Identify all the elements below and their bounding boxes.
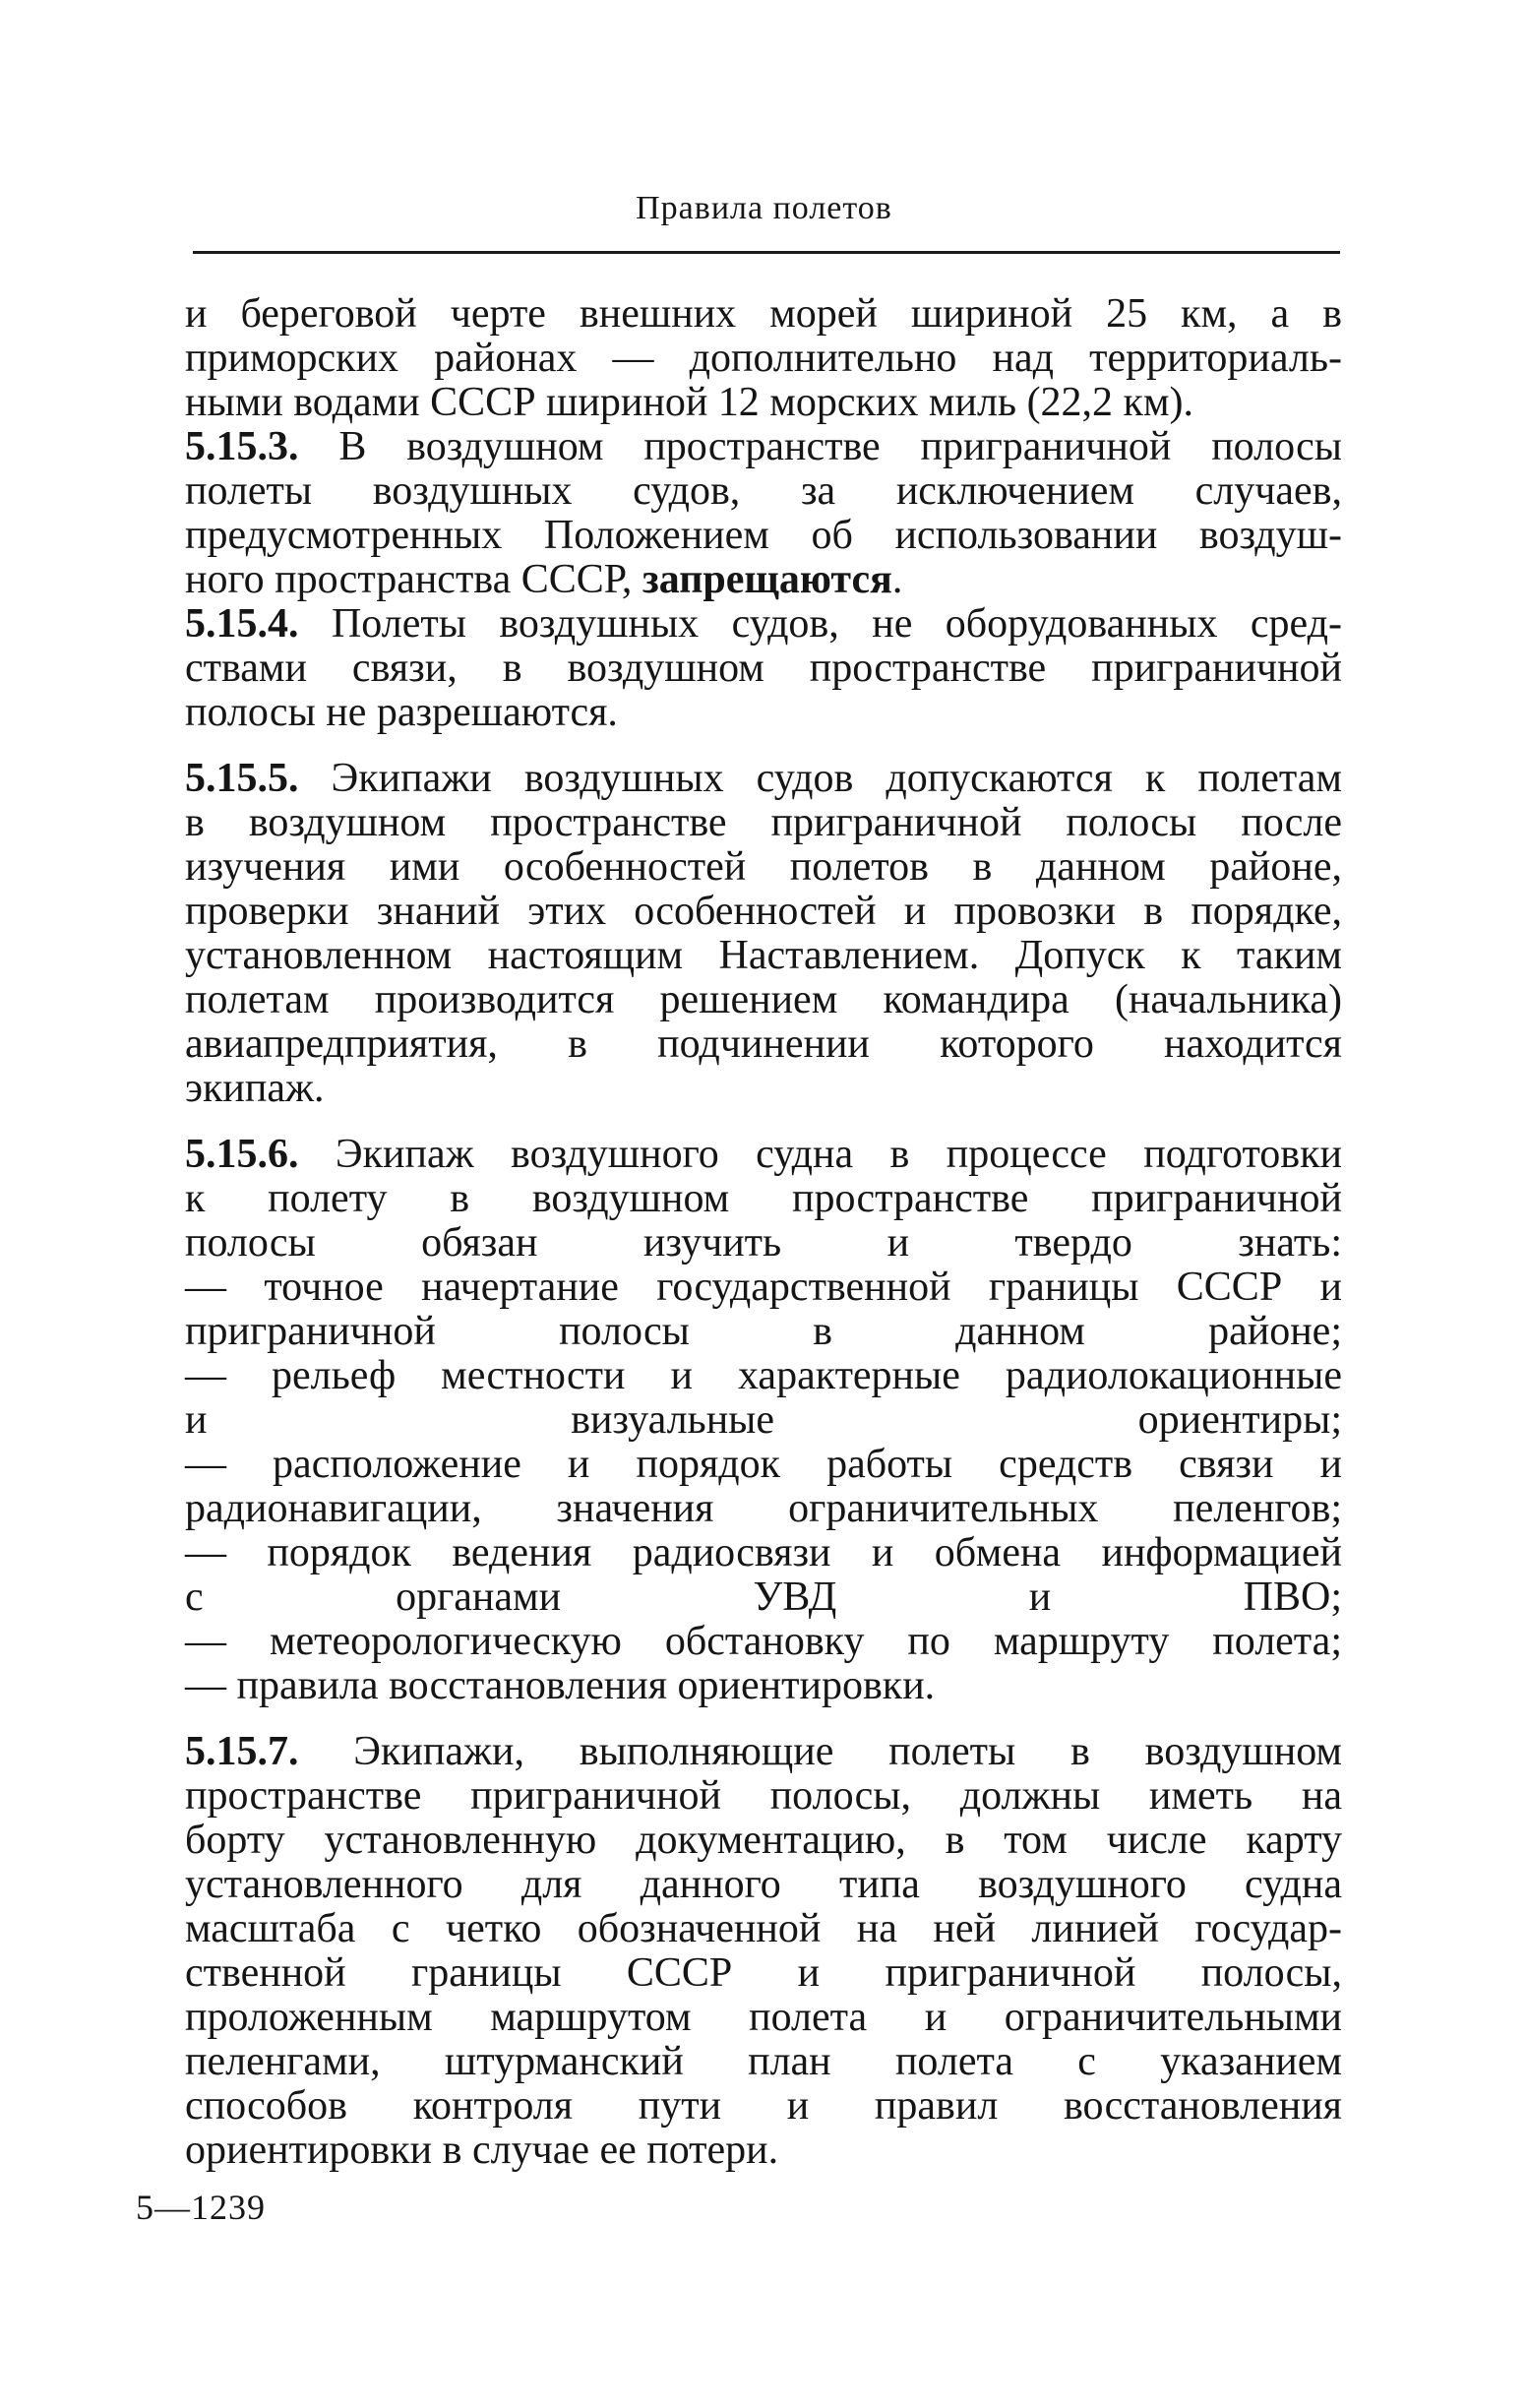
running-head-title: Правила полетов	[636, 190, 892, 226]
text-line	[185, 801, 1342, 845]
line-text: Экипажи воздушных судов допускаются к полетам	[298, 756, 1342, 801]
text-line	[185, 1575, 1342, 1620]
text-line	[185, 1863, 1342, 1907]
paragraph-5-15-3	[185, 425, 1342, 602]
paragraph-5-15-6	[185, 1133, 1342, 1708]
line-text: — расположение и порядок работы средств связи и	[185, 1442, 1342, 1487]
line-text: проложенным маршрутом полета и ограничительными	[185, 1995, 1342, 2040]
text-line	[185, 1022, 1342, 1067]
text-line	[185, 337, 1342, 381]
emphasis-text: запрещаются	[642, 557, 892, 602]
text-line	[185, 1133, 1342, 1177]
text-line	[185, 1819, 1342, 1863]
line-text: экипаж.	[185, 1066, 325, 1111]
paragraph-5-15-5	[185, 757, 1342, 1111]
text-line	[185, 757, 1342, 801]
line-text: пространстве приграничной полосы, должны иметь на	[185, 1773, 1342, 1819]
line-text: ориентировки в случае ее потери.	[185, 2128, 779, 2173]
line-text: В воздушном пространстве приграничной полосы	[298, 424, 1342, 469]
text-line	[185, 1310, 1342, 1354]
paragraph-5-15-7	[185, 1730, 1342, 2173]
text-line	[185, 1664, 1342, 1708]
line-text: ными водами СССР шириной 12 морских миль (22,2 км).	[185, 380, 1194, 425]
line-text: Экипажи, выполняющие полеты в воздушном	[298, 1729, 1342, 1774]
text-line	[185, 1266, 1342, 1310]
text-line	[185, 602, 1342, 647]
line-text: пеленгами, штурманский план полета с указанием	[185, 2039, 1342, 2084]
text-line	[185, 1774, 1342, 1819]
line-text: — порядок ведения радиосвязи и обмена информацией	[185, 1530, 1342, 1575]
line-text: с органами УВД и ПВО;	[185, 1574, 1342, 1620]
line-text: приморских районах — дополнительно над территориаль-	[185, 336, 1342, 381]
line-text: ствами связи, в воздушном пространстве приграничной	[185, 646, 1342, 691]
line-text: изучения ими особенностей полетов в данном районе,	[185, 844, 1342, 890]
body-text	[185, 292, 1342, 2173]
clause-number: 5.15.3.	[185, 424, 299, 469]
text-line	[185, 1620, 1342, 1664]
line-text: установленного для данного типа воздушного судна	[185, 1862, 1342, 1907]
header-rule	[193, 251, 1340, 254]
paragraph-5-15-4	[185, 602, 1342, 735]
text-line	[185, 1730, 1342, 1774]
text-line	[185, 647, 1342, 691]
text-line	[185, 1443, 1342, 1487]
text-line	[185, 558, 1342, 602]
text-line	[185, 978, 1342, 1022]
line-text: к полету в воздушном пространстве приграничной	[185, 1176, 1342, 1221]
clause-number: 5.15.6.	[185, 1132, 299, 1177]
line-text: — рельеф местности и характерные радиолокационные	[185, 1353, 1342, 1398]
clause-number: 5.15.7.	[185, 1729, 299, 1774]
line-text: — метеорологическую обстановку по маршруту полета;	[185, 1619, 1342, 1664]
line-text: Полеты воздушных судов, не оборудованных сред-	[298, 601, 1342, 647]
text-line	[185, 691, 1342, 735]
line-text: масштаба с четко обозначенной на ней линией государ-	[185, 1906, 1342, 1951]
line-text: и визуальные ориентиры;	[185, 1397, 1342, 1443]
line-text: и береговой черте внешних морей шириной 25 км, а в	[185, 291, 1342, 337]
line-text: ного пространства СССР,	[185, 557, 642, 602]
clause-number: 5.15.5.	[185, 756, 299, 801]
text-line	[185, 425, 1342, 469]
line-text: авиапредприятия, в подчинении которого находится	[185, 1021, 1342, 1067]
text-line	[185, 1951, 1342, 1996]
text-line	[185, 845, 1342, 890]
text-line	[185, 514, 1342, 558]
line-text: приграничной полосы в данном районе;	[185, 1309, 1342, 1354]
text-line	[185, 1354, 1342, 1398]
signature-mark: 5—1239	[136, 2188, 266, 2227]
line-text: радионавигации, значения ограничительных пеленгов;	[185, 1486, 1342, 1531]
line-text: предусмотренных Положением об использовании воздуш-	[185, 513, 1342, 558]
line-text: борту установленную документацию, в том числе карту	[185, 1818, 1342, 1863]
text-line	[185, 1996, 1342, 2040]
line-text: способов контроля пути и правил восстановления	[185, 2083, 1342, 2129]
clause-number: 5.15.4.	[185, 601, 299, 647]
text-line	[185, 890, 1342, 934]
line-text: ственной границы СССР и приграничной полосы,	[185, 1950, 1342, 1996]
text-line	[185, 934, 1342, 978]
text-line	[185, 1221, 1342, 1266]
text-line	[185, 1907, 1342, 1951]
line-text: полеты воздушных судов, за исключением случаев,	[185, 468, 1342, 514]
line-text: Экипаж воздушного судна в процессе подготовки	[298, 1132, 1342, 1177]
line-text: — точное начертание государственной границы СССР и	[185, 1265, 1342, 1310]
line-text: полосы не разрешаются.	[185, 690, 618, 735]
line-text: проверки знаний этих особенностей и провозки в порядке,	[185, 889, 1342, 934]
line-text: — правила восстановления ориентировки.	[185, 1663, 936, 1708]
text-line	[185, 469, 1342, 514]
line-text-tail: .	[891, 557, 903, 602]
line-text: в воздушном пространстве приграничной полосы после	[185, 800, 1342, 845]
text-line	[185, 1531, 1342, 1575]
text-line	[185, 1487, 1342, 1531]
text-line	[185, 1067, 1342, 1111]
text-line	[185, 2040, 1342, 2084]
text-line	[185, 1398, 1342, 1443]
paragraph-cont	[185, 292, 1342, 425]
line-text: установленном настоящим Наставлением. Допуск к таким	[185, 933, 1342, 978]
text-line	[185, 292, 1342, 337]
text-line	[185, 381, 1342, 425]
line-text: полосы обязан изучить и твердо знать:	[185, 1220, 1342, 1266]
line-text: полетам производится решением командира (начальника)	[185, 977, 1342, 1022]
text-line	[185, 2129, 1342, 2173]
text-line	[185, 2084, 1342, 2129]
text-line	[185, 1177, 1342, 1221]
